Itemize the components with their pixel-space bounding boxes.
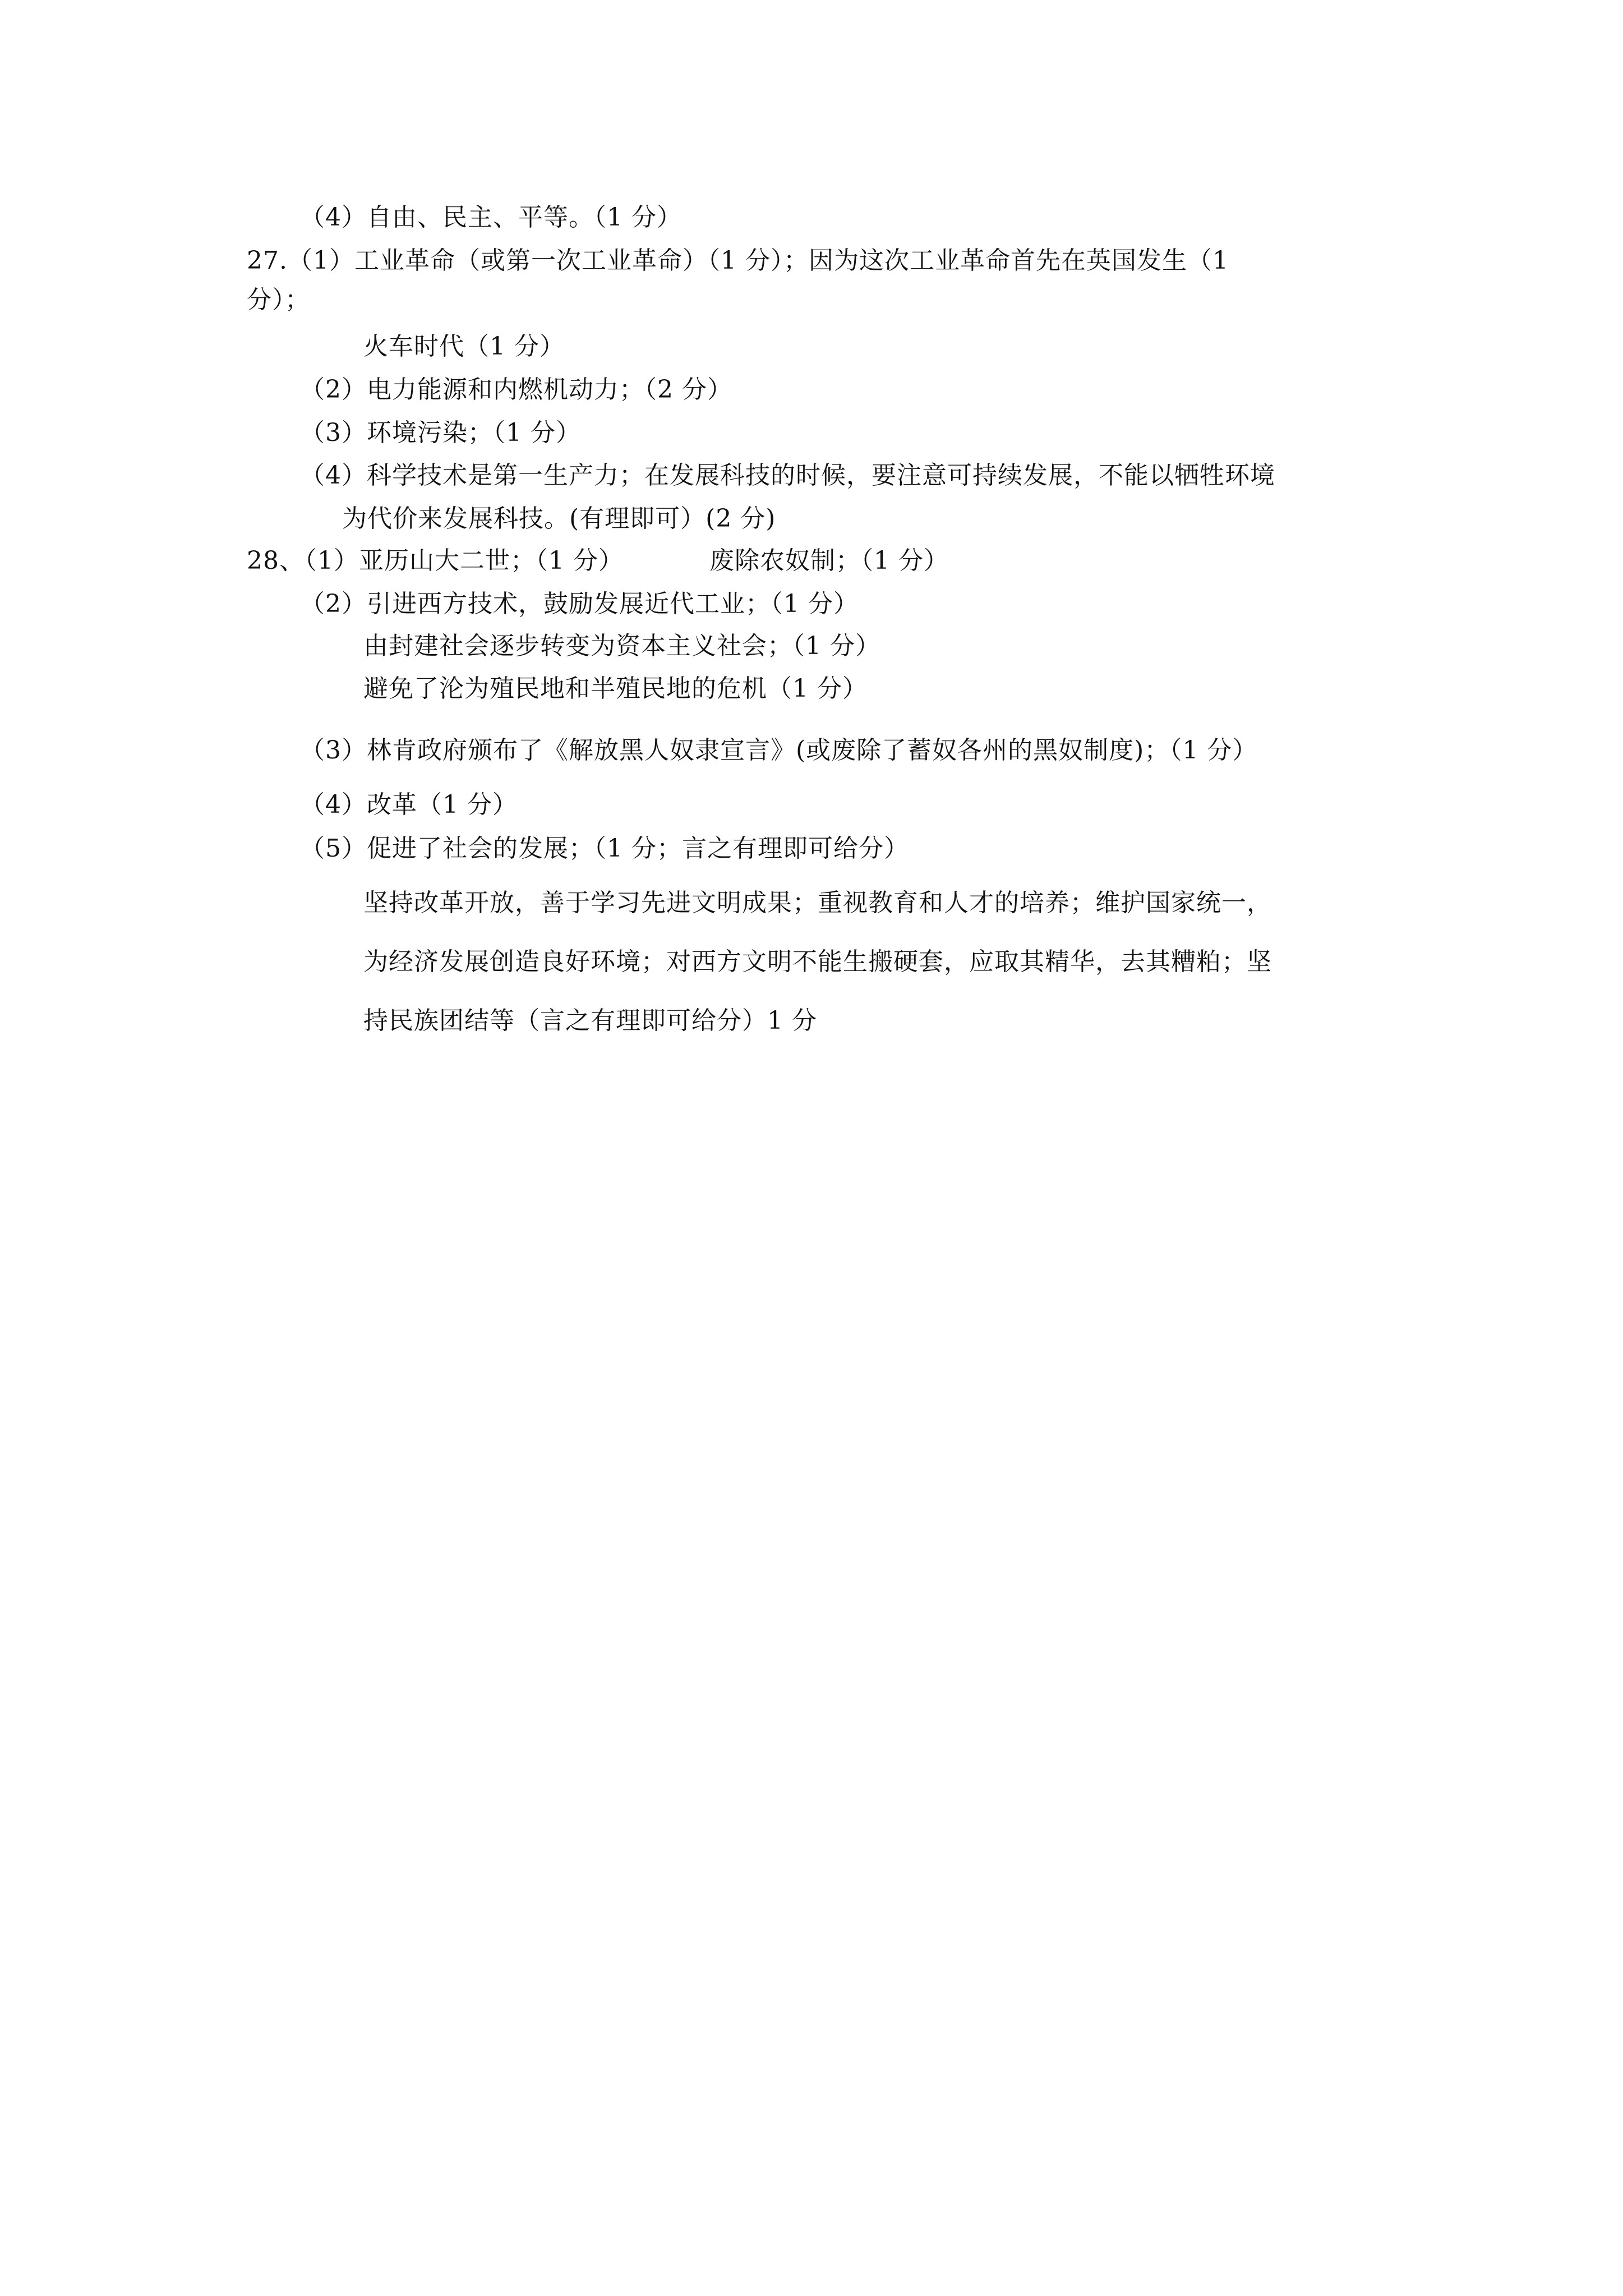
answer-q27-part4-line1: （4）科学技术是第一生产力；在发展科技的时候，要注意可持续发展，不能以牺牲环境 bbox=[300, 461, 1275, 490]
answer-q28-part5-line3: 为经济发展创造良好环境；对西方文明不能生搬硬套，应取其精华，去其糟粕；坚 bbox=[363, 947, 1272, 976]
answer-q27-part1-line2: 分）； bbox=[247, 286, 310, 314]
answer-q26-part4: （4）自由、民主、平等。（1 分） bbox=[300, 203, 682, 232]
answer-q28-part1-b: 废除农奴制；（1 分） bbox=[709, 546, 949, 575]
answer-q28-part2-line2: 由封建社会逐步转变为资本主义社会；（1 分） bbox=[363, 632, 880, 660]
answer-q28-part2-line3: 避免了沦为殖民地和半殖民地的危机（1 分） bbox=[363, 674, 868, 703]
answer-q27-part4-line2: 为代价来发展科技。(有理即可）(2 分) bbox=[342, 504, 776, 533]
answer-q28-part2-line1: （2）引进西方技术，鼓励发展近代工业；（1 分） bbox=[300, 590, 859, 618]
answer-q27-part2: （2）电力能源和内燃机动力；（2 分） bbox=[300, 375, 732, 404]
answer-q28-part5-line1: （5）促进了社会的发展；（1 分；言之有理即可给分） bbox=[300, 834, 909, 863]
answer-q28-part3: （3）林肯政府颁布了《解放黑人奴隶宣言》(或废除了蓄奴各州的黑奴制度)；（1 分） bbox=[300, 736, 1258, 765]
answer-q28-part5-line4: 持民族团结等（言之有理即可给分）1 分 bbox=[363, 1006, 817, 1035]
answer-q27-part3: （3）环境污染；（1 分） bbox=[300, 418, 581, 447]
answer-q28-part5-line2: 坚持改革开放，善于学习先进文明成果；重视教育和人才的培养；维护国家统一， bbox=[363, 889, 1272, 917]
answer-q27-part1-line3: 火车时代（1 分） bbox=[363, 332, 565, 361]
answer-q28-part4: （4）改革（1 分） bbox=[300, 790, 518, 819]
answer-q27-part1-line1: 27.（1）工业革命（或第一次工业革命）（1 分）；因为这次工业革命首先在英国发生（1 bbox=[247, 246, 1229, 275]
answer-q28-part1-a: 28、（1）亚历山大二世；（1 分） bbox=[247, 546, 624, 575]
